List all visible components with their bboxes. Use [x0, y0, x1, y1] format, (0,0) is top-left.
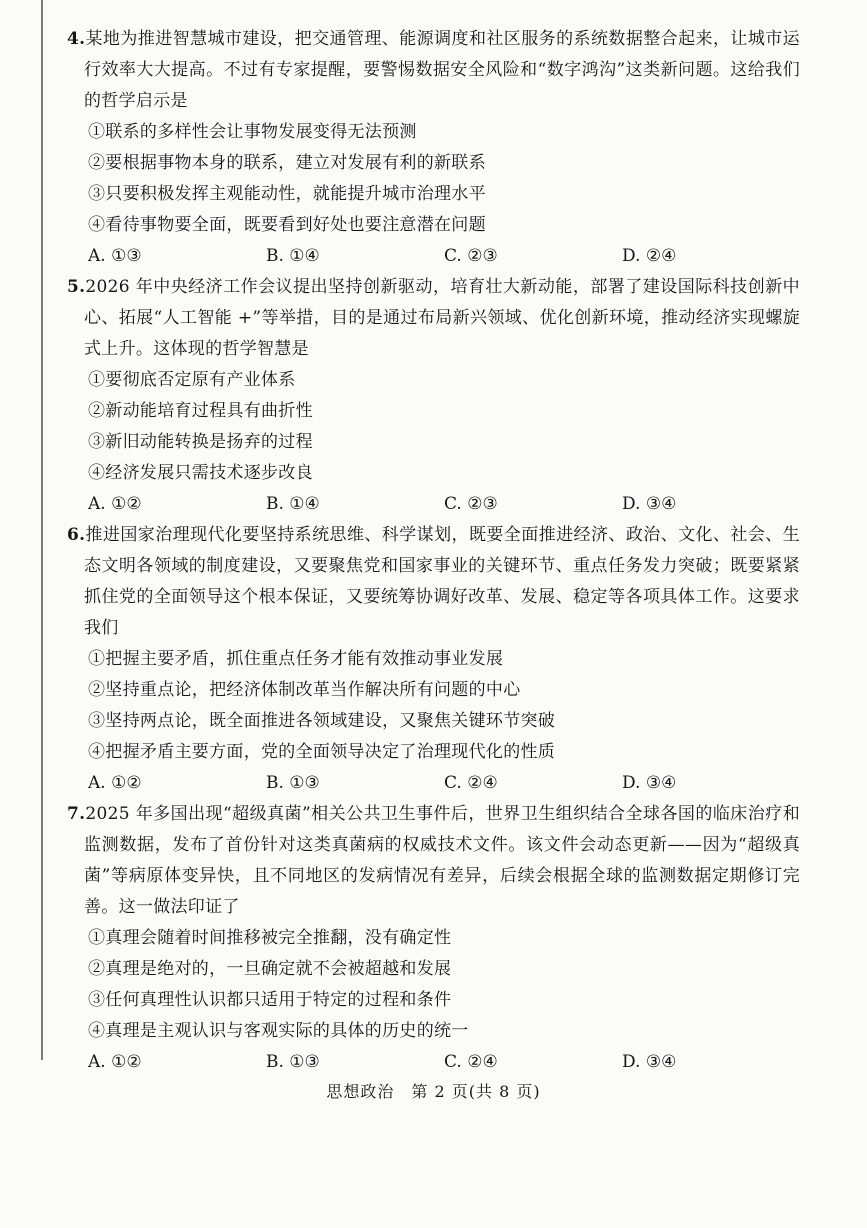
- answer-choices: [88, 489, 800, 520]
- statement-2: ②真理是绝对的，一旦确定就不会被超越和发展: [88, 959, 452, 979]
- statement-4: ④看待事物要全面，既要看到好处也要注意潜在问题: [88, 215, 486, 235]
- page-footer: 思想政治 第 2 页(共 8 页): [326, 1082, 541, 1101]
- binding-margin-line: [41, 0, 43, 1060]
- choice-d[interactable]: D. ③④: [622, 773, 677, 793]
- statement-1: ①要彻底否定原有产业体系: [88, 370, 296, 390]
- choice-a[interactable]: A. ①②: [88, 1052, 142, 1072]
- statement-4: ④把握矛盾主要方面，党的全面领导决定了治理现代化的性质: [88, 742, 556, 762]
- answer-choices: [88, 768, 800, 799]
- choice-d[interactable]: D. ③④: [622, 1052, 677, 1072]
- statement-1: ①联系的多样性会让事物发展变得无法预测: [88, 122, 417, 142]
- choice-c[interactable]: C. ②④: [444, 1052, 498, 1072]
- choice-c[interactable]: C. ②④: [444, 773, 498, 793]
- question-stem: 推进国家治理现代化要坚持系统思维、科学谋划，既要全面推进经济、政治、文化、社会、生态文明各领域的制度建设，又要聚焦党和国家事业的关键环节、重点任务发力突破；既要紧紧抓住党的全面领导这个根本保证，又要统筹协调好改革、发展、稳定等各项具体工作。这要求我们: [84, 525, 800, 638]
- question-number: 6.: [67, 525, 86, 545]
- question-number: 7.: [67, 804, 86, 824]
- statement-1: ①真理会随着时间推移被完全推翻，没有确定性: [88, 928, 452, 948]
- statement-3: ③只要积极发挥主观能动性，就能提升城市治理水平: [88, 184, 486, 204]
- choice-d[interactable]: D. ③④: [622, 494, 677, 514]
- statement-3: ③新旧动能转换是扬弃的过程: [88, 432, 313, 452]
- choice-a[interactable]: A. ①③: [88, 246, 142, 266]
- question-stem: 2026 年中央经济工作会议提出坚持创新驱动，培育壮大新动能，部署了建设国际科技创新中心、拓展“人工智能 +”等举措，目的是通过布局新兴领域、优化创新环境，推动经济实现螺旋式上升。这体现的哲学智慧是: [84, 277, 800, 359]
- choice-c[interactable]: C. ②③: [444, 494, 498, 514]
- question-7: [67, 799, 800, 1078]
- statement-3: ③坚持两点论，既全面推进各领域建设，又聚焦关键环节突破: [88, 711, 556, 731]
- statement-3: ③任何真理性认识都只适用于特定的过程和条件: [88, 990, 452, 1010]
- answer-choices: [88, 241, 800, 272]
- question-number: 5.: [67, 277, 86, 297]
- questions-container: [67, 24, 800, 1078]
- question-stem: 2025 年多国出现“超级真菌”相关公共卫生事件后，世界卫生组织结合全球各国的临床治疗和监测数据，发布了首份针对这类真菌病的权威技术文件。该文件会动态更新——因为“超级真菌”等病原体变异快，且不同地区的发病情况有差异，后续会根据全球的监测数据定期修订完善。这一做法印证了: [84, 804, 800, 917]
- statement-1: ①把握主要矛盾，抓住重点任务才能有效推动事业发展: [88, 649, 504, 669]
- question-number: 4.: [67, 29, 86, 49]
- choice-c[interactable]: C. ②③: [444, 246, 498, 266]
- answer-choices: [88, 1047, 800, 1078]
- choice-a[interactable]: A. ①②: [88, 494, 142, 514]
- statement-4: ④经济发展只需技术逐步改良: [88, 463, 313, 483]
- statement-2: ②新动能培育过程具有曲折性: [88, 401, 313, 421]
- question-6: [67, 520, 800, 799]
- choice-a[interactable]: A. ①②: [88, 773, 142, 793]
- choice-b[interactable]: B. ①④: [266, 494, 320, 514]
- choice-b[interactable]: B. ①④: [266, 246, 320, 266]
- choice-b[interactable]: B. ①③: [266, 773, 320, 793]
- choice-b[interactable]: B. ①③: [266, 1052, 320, 1072]
- question-stem: 某地为推进智慧城市建设，把交通管理、能源调度和社区服务的系统数据整合起来，让城市运行效率大大提高。不过有专家提醒，要警惕数据安全风险和“数字鸿沟”这类新问题。这给我们的哲学启示是: [84, 29, 800, 111]
- statement-4: ④真理是主观认识与客观实际的具体的历史的统一: [88, 1021, 469, 1041]
- statement-2: ②坚持重点论，把经济体制改革当作解决所有问题的中心: [88, 680, 521, 700]
- statement-2: ②要根据事物本身的联系，建立对发展有利的新联系: [88, 153, 486, 173]
- choice-d[interactable]: D. ②④: [622, 246, 677, 266]
- question-4: [67, 24, 800, 272]
- question-5: [67, 272, 800, 520]
